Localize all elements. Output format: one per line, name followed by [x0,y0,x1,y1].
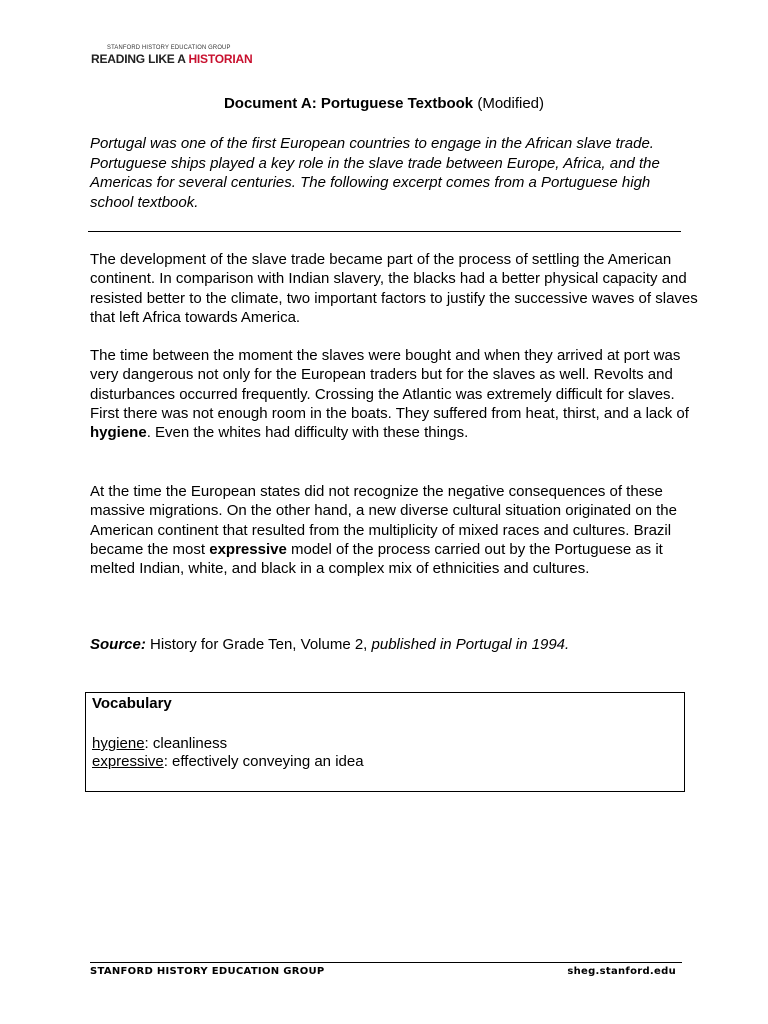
logo-title-prefix: READING LIKE A [91,52,189,66]
vocabulary-box [85,692,685,792]
source-published: published in Portugal in 1994. [371,636,570,653]
source-text: History for Grade Ten, Volume 2, [145,636,372,653]
source-label: Source: [90,636,146,653]
p2-text-a: The time between the moment the slaves were bought and when they arrived at port was very dangerous not only for the European traders but for the slaves as well. Revolts and disturbances occurred frequently. Crossing the Atlantic was extremely difficult for slaves. First there was not enough room in the boats. They suffered from heat, thirst, and a lack of [90,347,689,422]
document-title-modifier: (Modified) [473,95,545,112]
footer-org-name: STANFORD HISTORY EDUCATION GROUP [90,966,325,977]
vocabulary-definition: : effectively conveying an idea [163,753,364,770]
logo-title-historian: HISTORIAN [188,52,253,66]
vocabulary-definition: : cleanliness [144,735,228,752]
vocabulary-item [92,753,364,770]
document-title-main: Document A: Portuguese Textbook [223,95,474,112]
footer-website: sheg.stanford.edu [567,966,676,977]
p3-text-a: At the time the European states did not recognize the negative consequences of these massive migrations. On the other hand, a new diverse cultural situation originated on the American continent that resulted from the multiplicity of mixed races and cultures. Brazil became the most [90,483,677,558]
p3-vocab-term: expressive [209,540,287,558]
logo-title [91,52,252,66]
vocabulary-term: expressive [92,753,164,770]
p3-text-b: model of the process carried out by the Portuguese as it melted Indian, white, and black in a complex mix of ethnicities and cultures. [90,540,663,578]
vocabulary-heading: Vocabulary [92,695,172,712]
body-paragraph-1: The development of the slave trade became part of the process of settling the American continent. In comparison with Indian slavery, the blacks had a better physical capacity and resisted better to the climate, two important factors to justify the successive waves of slaves that left Africa towards America. [90,251,698,326]
source-citation [90,636,569,653]
footer-divider [90,962,682,963]
document-title [0,95,768,112]
body-paragraph-2 [90,346,700,442]
vocabulary-item [92,735,227,752]
logo-org-name: STANFORD HISTORY EDUCATION GROUP [107,44,231,51]
body-paragraph-3 [90,482,700,578]
p2-vocab-term: hygiene [90,424,147,442]
intro-paragraph: Portugal was one of the first European countries to engage in the African slave trade. Portuguese ships played a key role in the slave trade between Europe, Africa, and the Americas for several centuries. The following excerpt comes from a Portuguese high school textbook. [90,135,660,211]
sheg-logo [91,44,252,66]
p2-text-b: . Even the whites had difficulty with these things. [146,424,469,442]
vocabulary-term: hygiene [92,735,145,752]
section-divider [88,231,681,232]
